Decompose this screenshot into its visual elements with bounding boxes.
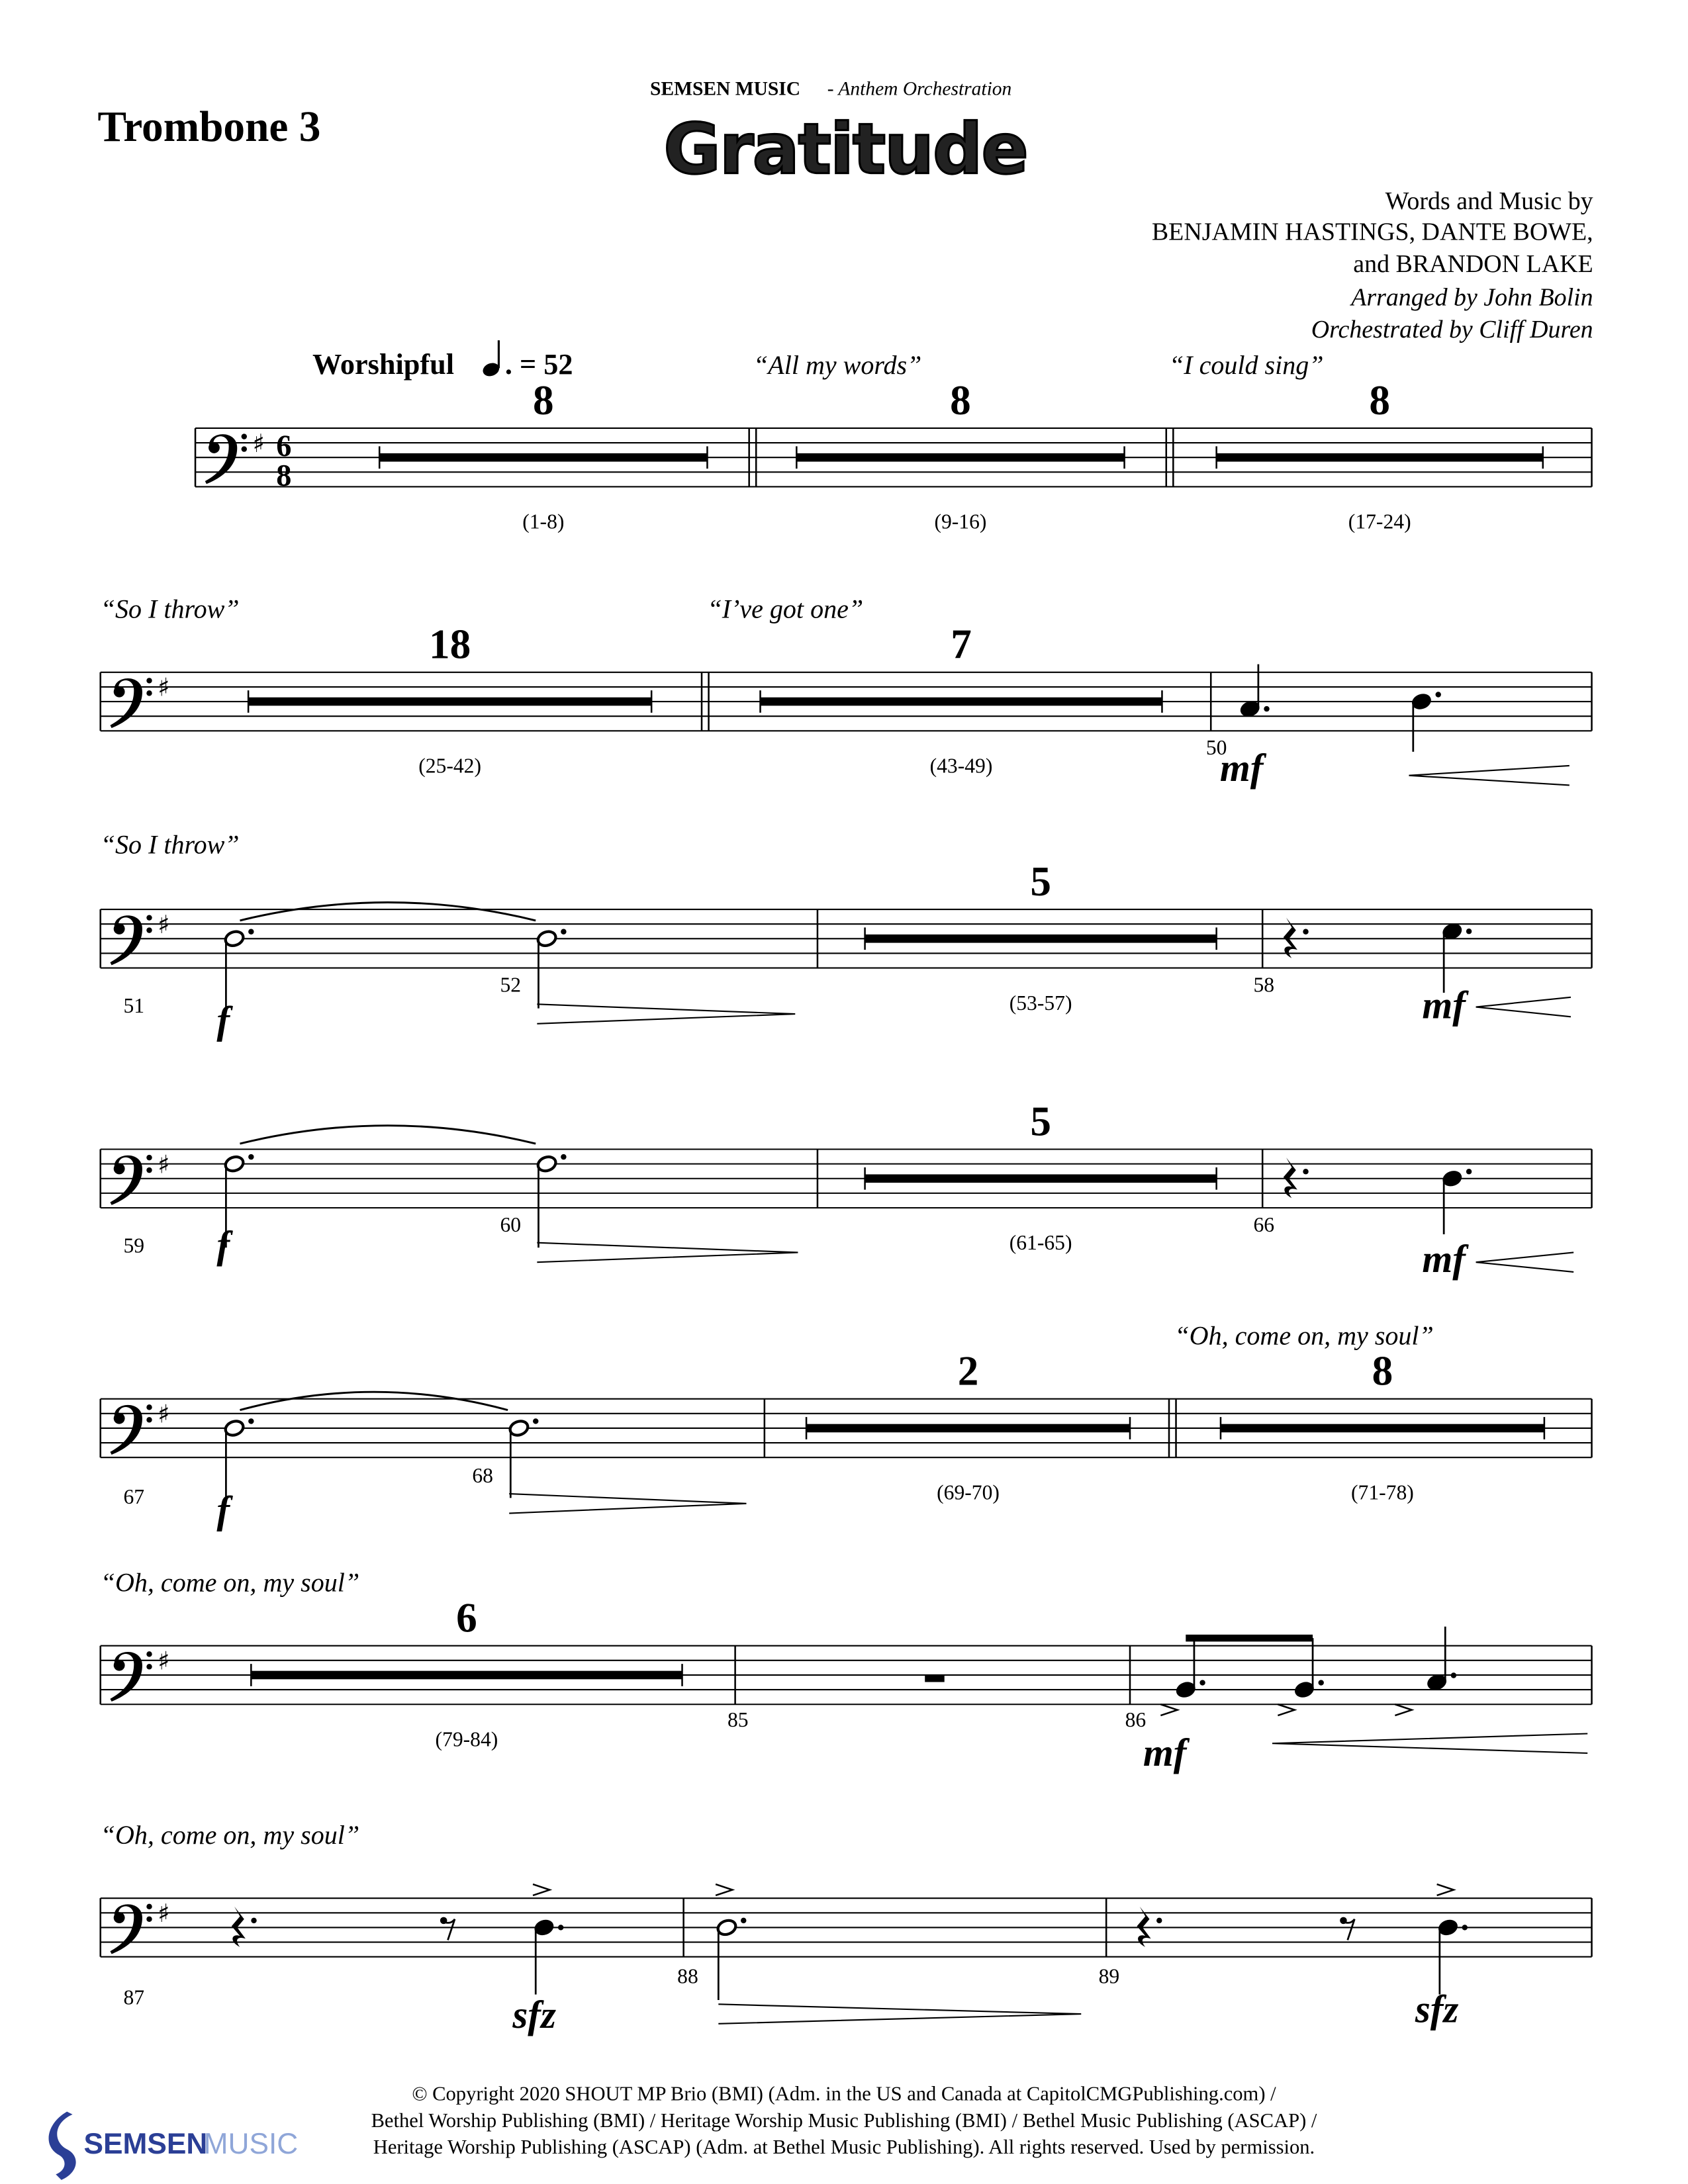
publisher: SEMSEN MUSIC: [650, 78, 801, 100]
augmentation-dot: [558, 1925, 563, 1930]
bass-clef-dot: [242, 446, 247, 451]
cue-text: “All my words”: [753, 349, 922, 380]
rest-count: 8: [533, 377, 554, 424]
key-signature-sharp-icon: ♯: [158, 1399, 170, 1429]
augmentation-dot: [248, 1154, 254, 1160]
rest-count: 6: [456, 1594, 477, 1641]
rest-range: (1-8): [522, 510, 565, 533]
key-signature-sharp-icon: ♯: [158, 1646, 170, 1676]
rest-range: (17-24): [1348, 510, 1411, 533]
multi-measure-rest: [379, 453, 707, 462]
dynamic-marking: f: [216, 998, 230, 1042]
rest-count: 7: [951, 621, 972, 668]
measure-number: 51: [123, 993, 145, 1017]
bass-clef-icon: [205, 434, 237, 484]
copyright-line: Heritage Worship Publishing (ASCAP) (Adm. at Bethel Music Publishing). All rights reserved. Used by permission.: [373, 2135, 1315, 2158]
credits-composers-2: and BRANDON LAKE: [1353, 250, 1593, 278]
measure-number: 88: [677, 1964, 698, 1988]
bass-clef-dot: [146, 1167, 152, 1173]
key-signature-sharp-icon: ♯: [252, 428, 265, 458]
dynamic-marking: mf: [1219, 746, 1264, 790]
bass-clef-dot: [146, 1404, 152, 1410]
measure-number: 58: [1253, 973, 1275, 997]
credits-arranger: Arranged by John Bolin: [1351, 283, 1593, 312]
multi-measure-rest: [865, 1174, 1217, 1183]
bass-clef-dot: [146, 1904, 152, 1909]
tie: [240, 902, 536, 920]
bass-clef-dot: [146, 690, 152, 696]
measure-number: 60: [500, 1212, 522, 1236]
svg-text:MUSIC: MUSIC: [203, 2127, 299, 2160]
rest-count: 5: [1030, 1098, 1051, 1145]
augmentation-dot: [741, 1918, 746, 1923]
beam: [1186, 1635, 1313, 1642]
cue-text: “So I throw”: [100, 594, 240, 624]
eighth-rest-icon: [1343, 1919, 1354, 1940]
measure-number: 66: [1253, 1212, 1275, 1236]
cue-text: “I could sing”: [1169, 349, 1324, 380]
measure-number: 52: [500, 973, 522, 997]
part-name: Trombone 3: [97, 103, 321, 151]
key-signature-sharp-icon: ♯: [158, 1150, 170, 1179]
measure-number: 59: [123, 1234, 145, 1257]
dynamic-marking: sfz: [1415, 1987, 1459, 2031]
dynamic-marking: mf: [1422, 983, 1466, 1027]
tempo-label: Worshipful: [312, 347, 455, 381]
rest-count: 8: [1372, 1347, 1393, 1394]
multi-measure-rest: [761, 698, 1162, 706]
bass-clef-dot: [146, 1651, 152, 1657]
bass-clef-dot: [146, 1155, 152, 1160]
multi-measure-rest: [806, 1424, 1130, 1433]
cue-text: “Oh, come on, my soul”: [100, 1567, 360, 1598]
augmentation-dot: [1462, 1925, 1468, 1930]
cue-text: “So I throw”: [100, 829, 240, 860]
augmentation-dot: [1466, 929, 1472, 934]
augmentation-dot: [248, 1418, 254, 1424]
bass-clef-icon: [110, 1405, 142, 1455]
semsen-music-logo: [49, 2112, 299, 2180]
bass-clef-dot: [146, 915, 152, 920]
measure-number: 50: [1205, 736, 1227, 760]
whole-rest-icon: [925, 1675, 945, 1682]
credits-composers: BENJAMIN HASTINGS, DANTE BOWE,: [1151, 218, 1593, 246]
dotted-quarter-note-icon: [481, 340, 501, 378]
svg-text:SEMSEN: SEMSEN: [83, 2127, 208, 2160]
augmentation-dot: [1318, 1680, 1323, 1685]
multi-measure-rest: [251, 1671, 682, 1680]
multi-measure-rest: [865, 934, 1217, 943]
measure-number: 89: [1098, 1964, 1120, 1988]
augmentation-dot: [1451, 1672, 1456, 1678]
key-signature-sharp-icon: ♯: [158, 1898, 170, 1928]
decrescendo-hairpin: [537, 1243, 798, 1263]
key-signature-sharp-icon: ♯: [158, 909, 170, 939]
accent-mark: [1395, 1704, 1411, 1715]
tie: [240, 1126, 536, 1144]
bass-clef-dot: [242, 433, 247, 439]
bass-clef-dot: [146, 1417, 152, 1422]
augmentation-dot: [561, 1154, 566, 1160]
bass-clef-icon: [110, 1904, 142, 1954]
bass-clef-dot: [146, 927, 152, 933]
crescendo-hairpin: [1272, 1733, 1587, 1753]
augmentation-dot: [248, 929, 254, 934]
rest-range: (71-78): [1351, 1480, 1414, 1504]
series: - Anthem Orchestration: [827, 78, 1012, 100]
crescendo-hairpin: [1409, 766, 1569, 786]
measure-number: 85: [727, 1707, 749, 1731]
cue-text: “Oh, come on, my soul”: [100, 1819, 360, 1850]
decrescendo-hairpin: [537, 1004, 795, 1024]
measure-number: 68: [472, 1464, 493, 1488]
rest-count: 8: [1369, 377, 1391, 424]
multi-measure-rest: [248, 698, 651, 706]
title: Gratitude: [663, 108, 1027, 190]
multi-measure-rest: [1217, 453, 1543, 462]
crescendo-hairpin: [1476, 1252, 1574, 1272]
rest-count: 2: [957, 1347, 979, 1394]
dynamic-marking: sfz: [512, 1993, 556, 2037]
dynamic-marking: mf: [1422, 1236, 1466, 1281]
rest-range: (25-42): [418, 754, 482, 778]
bass-clef-dot: [146, 1664, 152, 1669]
decrescendo-hairpin: [718, 2004, 1081, 2024]
time-signature-bottom: 8: [276, 459, 292, 493]
decrescendo-hairpin: [509, 1494, 746, 1514]
rest-count: 8: [950, 377, 971, 424]
tie: [240, 1392, 508, 1410]
copyright-line: © Copyright 2020 SHOUT MP Brio (BMI) (Adm. in the US and Canada at CapitolCMGPublishing.com) /: [412, 2082, 1276, 2105]
dynamic-marking: f: [216, 1488, 230, 1532]
time-signature-top: 6: [276, 430, 292, 464]
multi-measure-rest: [796, 453, 1124, 462]
augmentation-dot: [1303, 1169, 1308, 1174]
rest-range: (53-57): [1009, 991, 1072, 1015]
bass-clef-icon: [110, 1156, 142, 1205]
dynamic-marking: mf: [1143, 1730, 1187, 1774]
augmentation-dot: [561, 929, 566, 934]
multi-measure-rest: [1221, 1424, 1544, 1433]
augmentation-dot: [1303, 929, 1308, 934]
measure-number: 67: [123, 1484, 145, 1508]
credits-orchestrator: Orchestrated by Cliff Duren: [1311, 315, 1593, 343]
tempo-value: . = 52: [504, 347, 573, 381]
bass-clef-icon: [110, 1652, 142, 1702]
accent-mark: [716, 1884, 732, 1895]
measure-number: 87: [123, 1985, 145, 2009]
credits-line1: Words and Music by: [1385, 187, 1593, 216]
rest-count: 5: [1030, 858, 1051, 905]
key-signature-sharp-icon: ♯: [158, 672, 170, 702]
bass-clef-dot: [146, 1917, 152, 1922]
accent-mark: [1437, 1884, 1454, 1895]
measure-number: 86: [1125, 1707, 1147, 1731]
accent-mark: [1278, 1704, 1294, 1715]
accent-mark: [533, 1884, 549, 1895]
augmentation-dot: [1264, 706, 1269, 711]
copyright-line: Bethel Worship Publishing (BMI) / Heritage Worship Music Publishing (BMI) / Bethel Music Publishing (ASCAP) /: [371, 2109, 1317, 2132]
rest-range: (69-70): [937, 1480, 1000, 1504]
cue-text: “Oh, come on, my soul”: [1174, 1320, 1434, 1351]
rest-count: 18: [429, 621, 471, 668]
accent-mark: [1160, 1704, 1177, 1715]
rest-range: (61-65): [1009, 1231, 1072, 1255]
bass-clef-dot: [146, 678, 152, 683]
augmentation-dot: [1436, 692, 1441, 697]
eighth-rest-icon: [444, 1919, 455, 1940]
cue-text: “I’ve got one”: [707, 594, 864, 624]
rest-range: (43-49): [929, 754, 993, 778]
rest-range: (79-84): [435, 1727, 498, 1751]
bass-clef-icon: [110, 915, 142, 965]
augmentation-dot: [251, 1918, 256, 1923]
augmentation-dot: [1156, 1918, 1162, 1923]
augmentation-dot: [533, 1418, 538, 1424]
augmentation-dot: [1466, 1169, 1472, 1174]
augmentation-dot: [1199, 1680, 1205, 1685]
crescendo-hairpin: [1476, 997, 1571, 1017]
rest-range: (9-16): [934, 510, 987, 533]
bass-clef-icon: [110, 678, 142, 728]
dynamic-marking: f: [216, 1222, 230, 1267]
